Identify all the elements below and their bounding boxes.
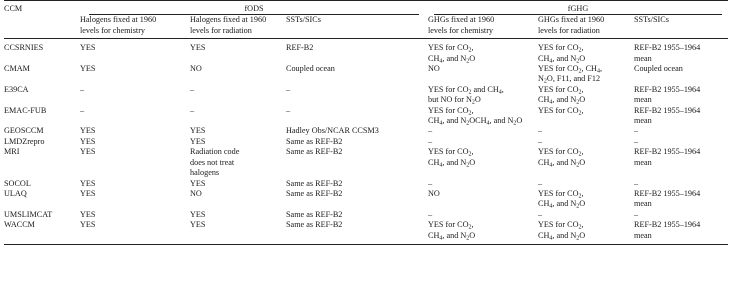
- table-cell-c6: [634, 137, 728, 147]
- ccm-configuration-table: [4, 0, 728, 245]
- table-cell-c2: [190, 179, 286, 189]
- cell-line: –: [538, 209, 543, 219]
- table-cell-c6: [634, 39, 728, 64]
- table-cell-c3: [286, 210, 428, 220]
- cell-line: –: [634, 209, 639, 219]
- column-header-row: [4, 15, 728, 38]
- table-cell-c4: [428, 106, 538, 127]
- table-cell-c5: [538, 189, 634, 210]
- table-cell-c1: [80, 39, 190, 64]
- table-cell-c1: [80, 126, 190, 136]
- cell-line: does not treat: [190, 157, 235, 167]
- table-cell-c2: [190, 39, 286, 64]
- column-header-line: GHGs fixed at 1960: [428, 15, 495, 25]
- table-cell-c4: [428, 85, 538, 106]
- column-header-2: [190, 15, 286, 38]
- cell-line: $CH_4$, and $N_2O$: [538, 95, 586, 106]
- ccm-name-cell: CMAM: [4, 64, 30, 74]
- column-header-line: GHGs fixed at 1960: [538, 15, 605, 25]
- table-cell-c2: [190, 85, 286, 106]
- cell-line: –: [428, 209, 433, 219]
- cell-line: Same as REF-B2: [286, 178, 343, 188]
- table-cell-c3: [286, 39, 428, 64]
- ccm-name-cell: MRI: [4, 147, 20, 157]
- cell-line: –: [538, 178, 543, 188]
- table-row: [4, 39, 728, 64]
- cell-line: YES for $CO_2$,: [538, 188, 584, 200]
- table-cell-c5: [538, 126, 634, 136]
- cell-line: REF-B2 1955–1964: [634, 147, 701, 157]
- cell-line: NO: [428, 188, 440, 198]
- table-cell-c3: [286, 189, 428, 210]
- cell-line: YES: [80, 126, 96, 136]
- table-cell-c5: [538, 220, 634, 244]
- cell-line: YES: [190, 209, 206, 219]
- cell-line: REF-B2 1955–1964: [634, 220, 701, 230]
- table-cell-c3: [286, 179, 428, 189]
- cell-line: YES: [190, 43, 206, 53]
- table-cell-c1: [80, 85, 190, 106]
- cell-line: $CH_4$, and $N_2OCH_4$, and $N_2O$: [428, 116, 523, 127]
- cell-line: mean: [634, 95, 652, 105]
- group-header-row: [4, 1, 728, 16]
- table-cell-c6: [634, 179, 728, 189]
- cell-line: YES: [80, 220, 96, 230]
- cell-line: YES for $CO_2$,: [538, 105, 584, 117]
- cell-line: YES: [190, 220, 206, 230]
- cell-line: –: [80, 84, 85, 94]
- cell-line: YES: [80, 43, 96, 53]
- table-cell-c1: [80, 106, 190, 127]
- cell-line: YES: [80, 64, 96, 74]
- table-cell-c6: [634, 85, 728, 106]
- cell-line: YES for $CO_2$ and $CH_4$,: [428, 84, 504, 96]
- table-cell-c6: [634, 189, 728, 210]
- table-cell-c3: [286, 64, 428, 85]
- column-header-line: levels for radiation: [538, 25, 600, 35]
- cell-line: mean: [634, 116, 652, 126]
- cell-line: –: [190, 84, 195, 94]
- table-cell-c4: [428, 64, 538, 85]
- table-row: [4, 179, 728, 189]
- cell-line: Radiation code: [190, 147, 240, 157]
- table-row: [4, 126, 728, 136]
- cell-line: YES: [80, 136, 96, 146]
- ccm-name-cell: E39CA: [4, 84, 29, 94]
- cell-line: YES: [80, 209, 96, 219]
- cell-line: –: [538, 126, 543, 136]
- table-cell-c2: [190, 64, 286, 85]
- cell-line: –: [80, 105, 85, 115]
- cell-line: –: [634, 126, 639, 136]
- table-cell-c5: [538, 210, 634, 220]
- table-cell-c6: [634, 106, 728, 127]
- cell-line: YES for $CO_2$,: [428, 43, 474, 54]
- table-cell-c2: [190, 126, 286, 136]
- table-cell-c4: [428, 39, 538, 64]
- table-cell-c5: [538, 85, 634, 106]
- cell-line: NO: [190, 64, 202, 74]
- table-cell-c3: [286, 106, 428, 127]
- table-cell-c5: [538, 64, 634, 85]
- table-cell-c3: [286, 137, 428, 147]
- cell-line: –: [634, 178, 639, 188]
- cell-line: $CH_4$, and $N_2O$: [538, 53, 586, 65]
- cell-line: –: [428, 178, 433, 188]
- table-cell-c5: [538, 147, 634, 178]
- cell-line: YES for $CO_2$,: [538, 147, 584, 158]
- table-cell-c4: [428, 147, 538, 178]
- cell-line: REF-B2 1955–1964: [634, 43, 701, 53]
- table-cell-c6: [634, 147, 728, 178]
- table-cell-c1: [80, 137, 190, 147]
- cell-line: REF-B2: [286, 43, 314, 53]
- cell-line: –: [286, 84, 291, 94]
- table-cell-c5: [538, 106, 634, 127]
- cell-line: YES: [80, 178, 96, 188]
- ccm-name-cell: EMAC-FUB: [4, 105, 47, 115]
- table-row: [4, 64, 728, 85]
- table-cell-c1: [80, 64, 190, 85]
- table-cell-c4: [428, 189, 538, 210]
- cell-line: YES for $CO_2$,: [538, 43, 584, 54]
- table-cell-c5: [538, 179, 634, 189]
- table-cell-c3: [286, 147, 428, 178]
- column-header-line: Halogens fixed at 1960: [190, 15, 267, 25]
- cell-line: but NO for $N_2O$: [428, 95, 481, 106]
- table-cell-c5: [538, 137, 634, 147]
- table-cell-c4: [428, 210, 538, 220]
- column-header-6: [634, 15, 728, 38]
- table-cell-c4: [428, 220, 538, 244]
- ccm-name-cell: CCSRNIES: [4, 43, 44, 53]
- cell-line: mean: [634, 157, 652, 167]
- cell-line: Hadley Obs/NCAR CCSM3: [286, 126, 379, 136]
- table-cell-c1: [80, 189, 190, 210]
- column-header-line: Halogens fixed at 1960: [80, 15, 157, 25]
- cell-line: YES for $CO_2$,: [538, 84, 584, 96]
- table-cell-c2: [190, 137, 286, 147]
- cell-line: REF-B2 1955–1964: [634, 84, 701, 94]
- cell-line: $CH_4$, and $N_2O$: [538, 199, 586, 210]
- table-cell-c1: [80, 147, 190, 178]
- column-header-4: [428, 15, 538, 38]
- cell-line: REF-B2 1955–1964: [634, 105, 701, 115]
- table-row: [4, 147, 728, 178]
- cell-line: $CH_4$, and $N_2O$: [428, 230, 476, 242]
- table-cell-c4: [428, 137, 538, 147]
- table-cell-c4: [428, 179, 538, 189]
- table-body: [4, 39, 728, 245]
- table-cell-c2: [190, 189, 286, 210]
- table-cell-c3: [286, 126, 428, 136]
- cell-line: mean: [634, 199, 652, 209]
- cell-line: YES: [80, 188, 96, 198]
- cell-line: $N_2O$, F11, and F12: [538, 74, 601, 85]
- table-row: [4, 85, 728, 106]
- cell-line: –: [428, 126, 433, 136]
- ccm-name-cell: SOCOL: [4, 178, 31, 188]
- group-header-fods: fODS: [89, 4, 419, 15]
- column-header-line: levels for chemistry: [428, 25, 494, 35]
- table-row: [4, 137, 728, 147]
- cell-line: $CH_4$, and $N_2O$: [538, 230, 586, 242]
- cell-line: YES for $CO_2$,: [428, 147, 474, 158]
- column-header-line: SSTs/SICs: [286, 15, 321, 25]
- cell-line: YES for $CO_2$,: [538, 220, 584, 231]
- column-header-line: levels for chemistry: [80, 25, 146, 35]
- table-row: [4, 106, 728, 127]
- cell-line: REF-B2 1955–1964: [634, 188, 701, 198]
- cell-line: Same as REF-B2: [286, 147, 343, 157]
- table-cell-c6: [634, 126, 728, 136]
- cell-line: Coupled ocean: [634, 64, 683, 74]
- cell-line: YES: [80, 147, 96, 157]
- table-cell-c4: [428, 126, 538, 136]
- table-cell-c3: [286, 220, 428, 244]
- ccm-header: CCM: [4, 4, 23, 13]
- table-cell-c6: [634, 64, 728, 85]
- cell-line: YES: [190, 126, 206, 136]
- ccm-name-cell: GEOSCCM: [4, 126, 44, 136]
- cell-line: –: [190, 105, 195, 115]
- table-cell-c2: [190, 220, 286, 244]
- cell-line: $CH_4$, and $N_2O$: [428, 157, 476, 169]
- cell-line: YES for $CO_2$,: [428, 220, 474, 231]
- cell-line: Coupled ocean: [286, 64, 335, 74]
- ccm-name-cell: UMSLIMCAT: [4, 209, 53, 219]
- cell-line: –: [428, 136, 433, 146]
- cell-line: –: [634, 136, 639, 146]
- cell-line: mean: [634, 230, 652, 240]
- cell-line: YES: [190, 178, 206, 188]
- table-cell-c1: [80, 179, 190, 189]
- ccm-name-cell: LMDZrepro: [4, 136, 45, 146]
- cell-line: Same as REF-B2: [286, 209, 343, 219]
- table-row: [4, 189, 728, 210]
- table-cell-c5: [538, 39, 634, 64]
- cell-line: NO: [190, 188, 202, 198]
- table-row: [4, 220, 728, 244]
- table-cell-c1: [80, 210, 190, 220]
- table-row: [4, 210, 728, 220]
- table-cell-c2: [190, 210, 286, 220]
- table-cell-c1: [80, 220, 190, 244]
- cell-line: NO: [428, 64, 440, 74]
- cell-line: halogens: [190, 168, 220, 178]
- cell-line: YES for $CO_2$, $CH_4$,: [538, 64, 602, 75]
- table-cell-c3: [286, 85, 428, 106]
- cell-line: Same as REF-B2: [286, 220, 343, 230]
- table-cell-c2: [190, 147, 286, 178]
- table-cell-c2: [190, 106, 286, 127]
- column-header-line: levels for radiation: [190, 25, 252, 35]
- cell-line: Same as REF-B2: [286, 136, 343, 146]
- column-header-5: [538, 15, 634, 38]
- cell-line: –: [538, 136, 543, 146]
- column-header-line: SSTs/SICs: [634, 15, 669, 25]
- ccm-name-cell: ULAQ: [4, 188, 27, 198]
- cell-line: mean: [634, 53, 652, 63]
- cell-line: $CH_4$, and $N_2O$: [428, 53, 476, 65]
- cell-line: YES for $CO_2$,: [428, 105, 474, 117]
- table-cell-c6: [634, 210, 728, 220]
- ccm-name-cell: WACCM: [4, 220, 35, 230]
- column-header-3: [286, 15, 428, 38]
- group-header-fghg: fGHG: [434, 4, 722, 15]
- cell-line: YES: [190, 136, 206, 146]
- column-header-1: [80, 15, 190, 38]
- table-cell-c6: [634, 220, 728, 244]
- cell-line: Same as REF-B2: [286, 188, 343, 198]
- cell-line: –: [286, 105, 291, 115]
- cell-line: $CH_4$, and $N_2O$: [538, 157, 586, 169]
